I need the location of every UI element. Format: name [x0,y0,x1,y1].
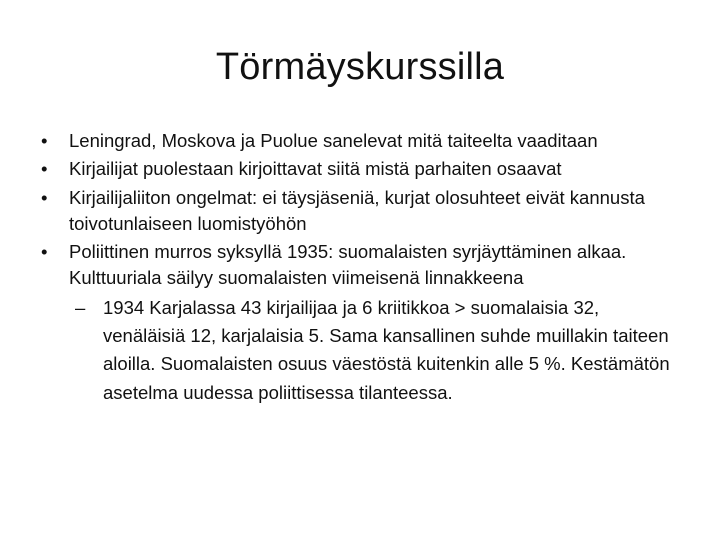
sub-bullet-marker: – [75,296,86,318]
sub-bullet-list [69,294,684,407]
bullet-list [36,128,684,409]
sub-bullet-item [69,294,684,407]
slide-title: Törmäyskurssilla [215,46,505,88]
bullet-item [36,239,684,407]
bullet-text: Kirjailijat puolestaan kirjoittavat siitä mistä parhaiten osaavat [69,158,562,180]
bullet-marker: • [41,186,48,208]
bullet-item [36,156,684,182]
bullet-marker: • [41,241,48,263]
bullet-item [36,128,684,154]
bullet-text: Leningrad, Moskova ja Puolue sanelevat mitä taiteelta vaaditaan [69,130,598,151]
bullet-marker: • [41,130,48,151]
bullet-text: Kirjailijaliiton ongelmat: ei täysjäseniä, kurjat olosuhteet eivät kannusta toivotunlaiseen luomistyöhön [69,186,645,234]
bullet-text: Poliittinen murros syksyllä 1935: suomalaisten syrjäyttäminen alkaa. Kulttuuriala säilyy suomalaisten viimeisenä linnakkeena [69,241,627,289]
sub-bullet-text: 1934 Karjalassa 43 kirjailijaa ja 6 kriitikkoa > suomalaisia 32, venäläisiä 12, karjalaisia 5. Sama kansallinen suhde muillakin taiteen aloilla. Suomalaisten osuus väestöstä kuitenkin alle 5 %. Kestämätön asetelma uudessa poliittisessa tilanteessa. [103,296,670,403]
bullet-item [36,185,684,238]
bullet-marker: • [41,158,48,180]
